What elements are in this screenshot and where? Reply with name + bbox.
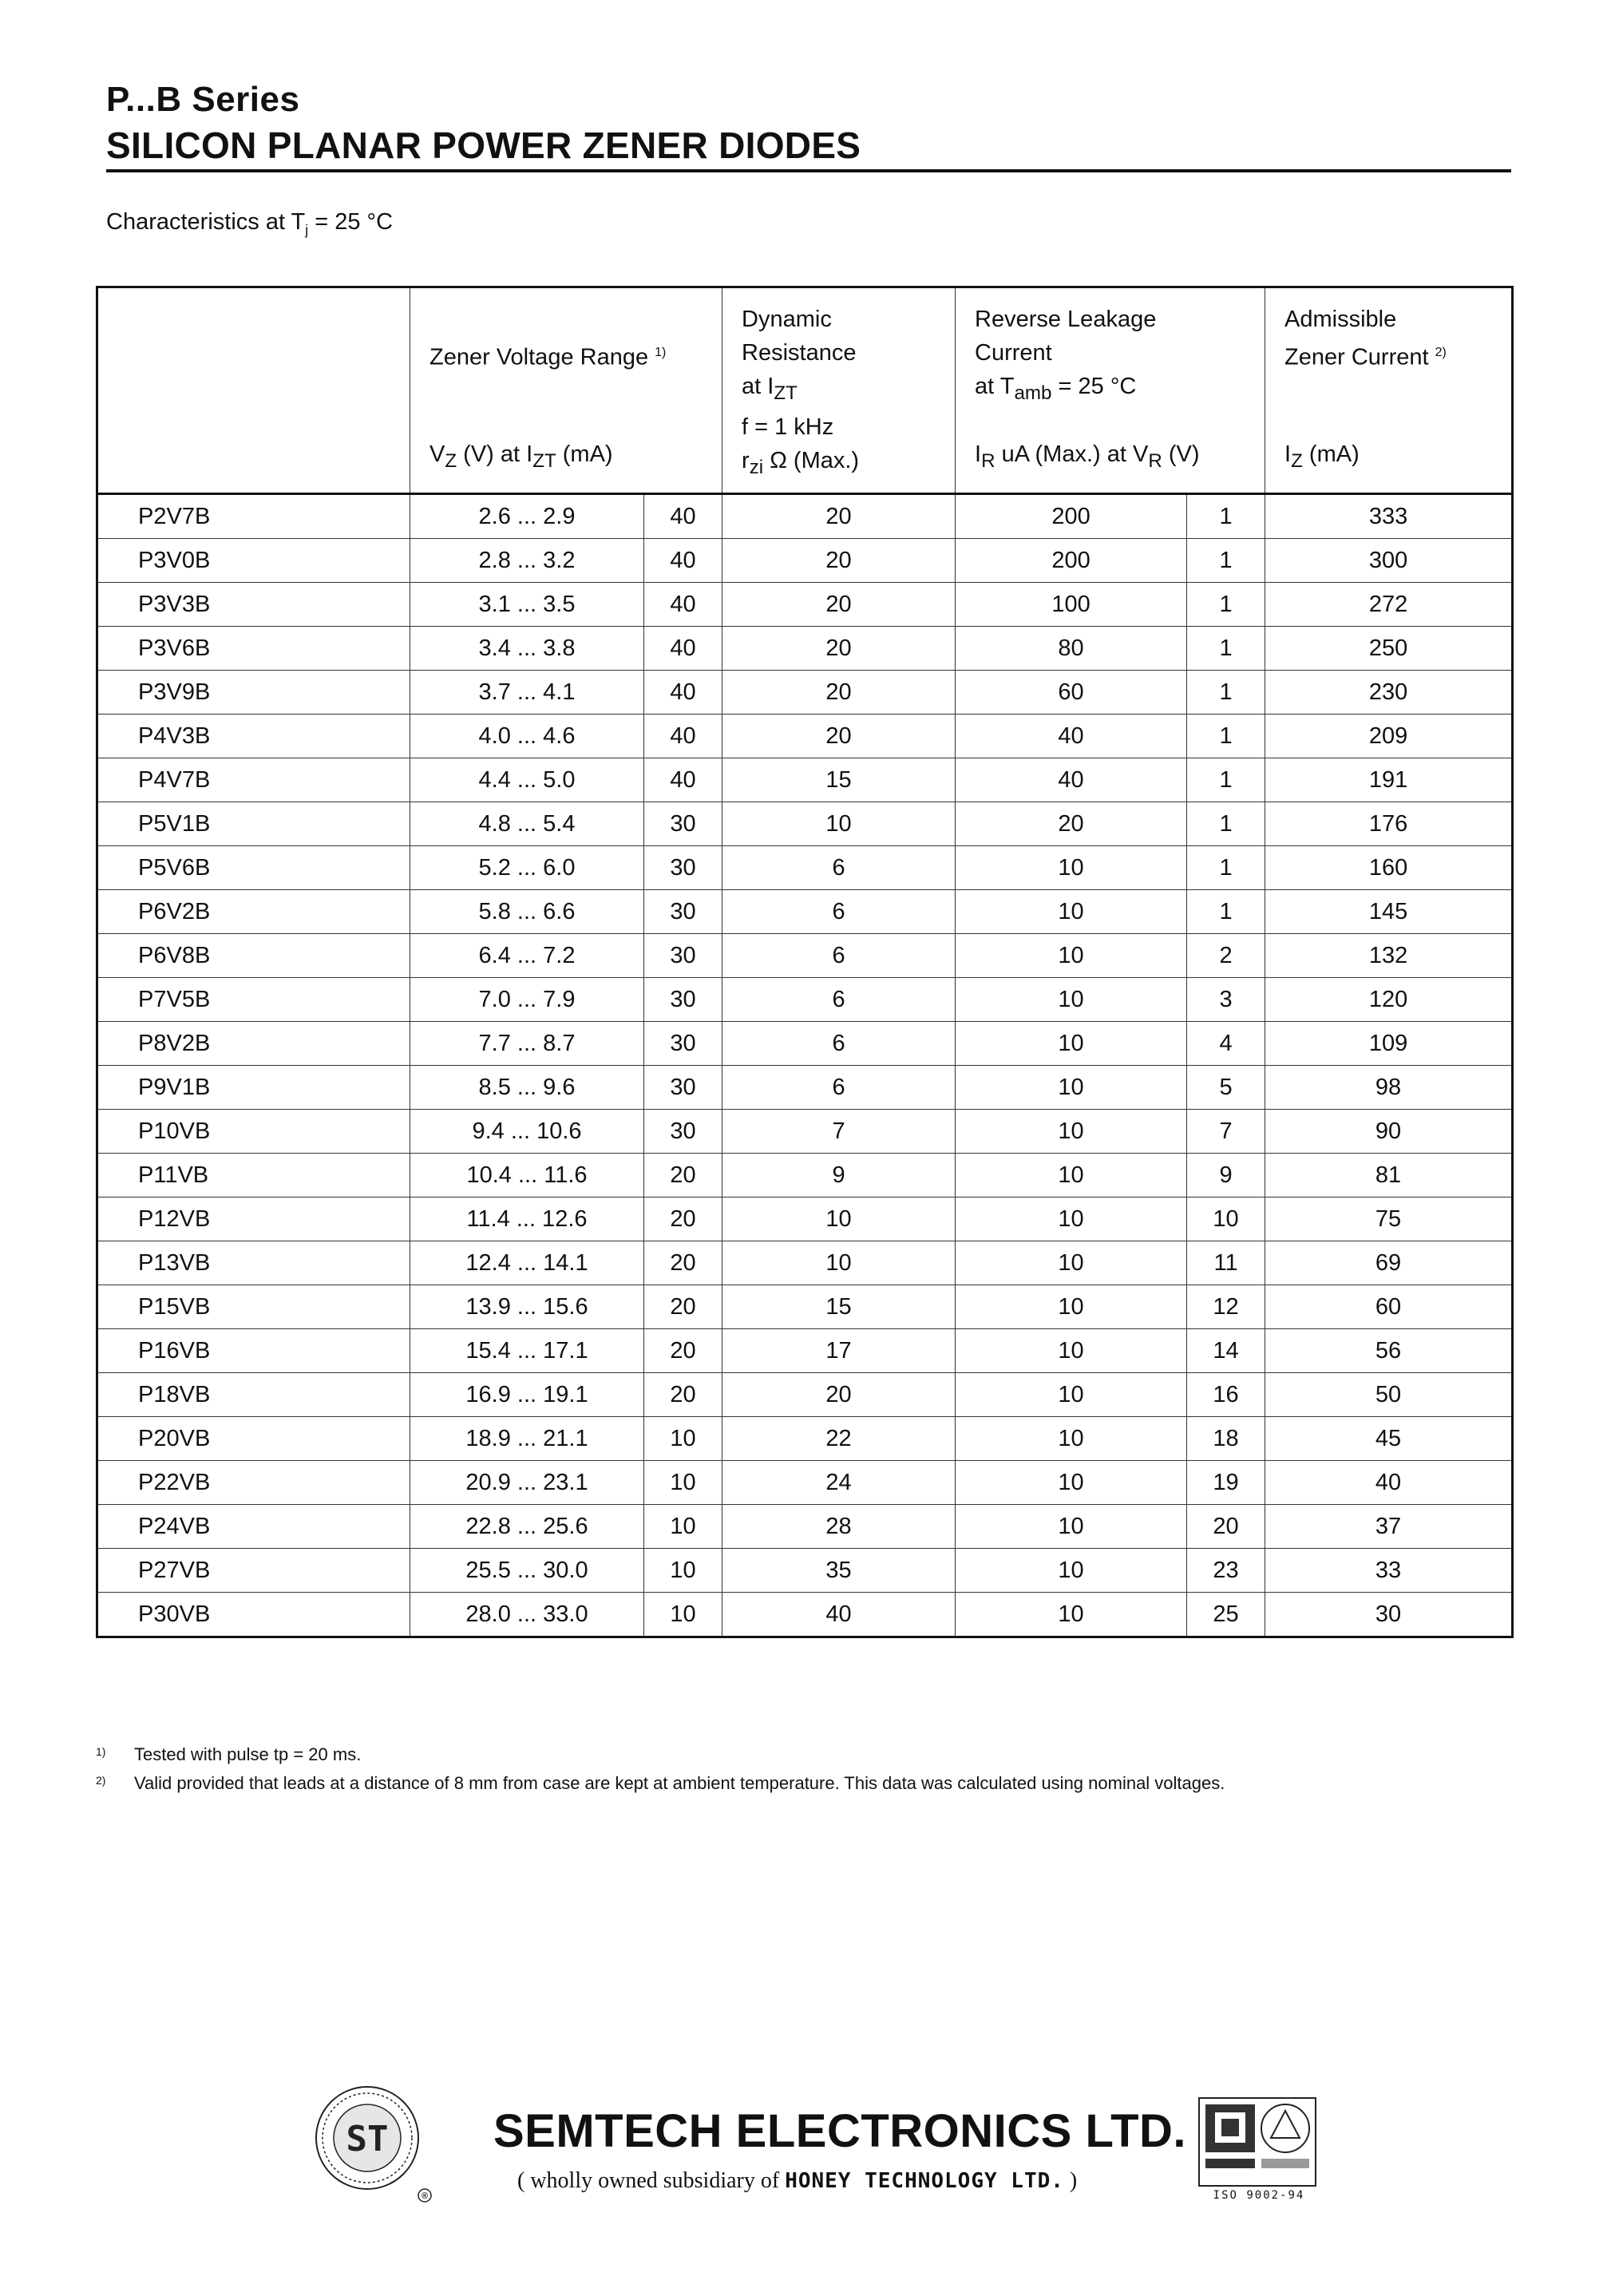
- table-row: [97, 1329, 1513, 1373]
- ir-cell: 10: [956, 1285, 1187, 1329]
- type-cell: P24VB: [97, 1505, 410, 1549]
- zener-voltage-cell: 3.1 ... 3.5: [410, 583, 644, 627]
- zener-unit-a: (V) at I: [457, 441, 533, 468]
- izt-cell: 40: [644, 715, 722, 758]
- izt-cell: 20: [644, 1373, 722, 1417]
- type-cell: P4V3B: [97, 715, 410, 758]
- semtech-seal-logo: [313, 2084, 433, 2203]
- izt-cell: 10: [644, 1593, 722, 1637]
- ir-cell: 10: [956, 1197, 1187, 1241]
- vr-cell: 20: [1187, 1505, 1265, 1549]
- header-reverse-leakage: [956, 287, 1265, 494]
- vr-cell: 1: [1187, 758, 1265, 802]
- iz-cell: 81: [1265, 1154, 1513, 1197]
- ir-cell: 10: [956, 1593, 1187, 1637]
- seal-letters: ST: [346, 2119, 389, 2159]
- type-cell: P18VB: [97, 1373, 410, 1417]
- series-title: P...B Series: [106, 80, 300, 119]
- vr-cell: 1: [1187, 583, 1265, 627]
- ir-cell: 10: [956, 846, 1187, 890]
- type-cell: P3V6B: [97, 627, 410, 671]
- table-row: [97, 1549, 1513, 1593]
- iz-cell: 56: [1265, 1329, 1513, 1373]
- page-title: SILICON PLANAR POWER ZENER DIODES: [106, 125, 861, 166]
- zener-voltage-cell: 4.4 ... 5.0: [410, 758, 644, 802]
- iz-cell: 90: [1265, 1110, 1513, 1154]
- vr-cell: 4: [1187, 1022, 1265, 1066]
- admissible-symbol-sub: Z: [1291, 450, 1303, 472]
- ir-cell: 10: [956, 1154, 1187, 1197]
- ir-cell: 10: [956, 1241, 1187, 1285]
- table-row: [97, 758, 1513, 802]
- table-row: [97, 1593, 1513, 1637]
- leakage-line1: Reverse Leakage: [975, 307, 1157, 332]
- vr-cell: 18: [1187, 1417, 1265, 1461]
- ir-cell: 10: [956, 1329, 1187, 1373]
- rzi-cell: 20: [722, 671, 956, 715]
- header-zener-voltage: [410, 287, 722, 494]
- zener-voltage-cell: 12.4 ... 14.1: [410, 1241, 644, 1285]
- izt-cell: 40: [644, 671, 722, 715]
- table-row: [97, 934, 1513, 978]
- izt-cell: 20: [644, 1197, 722, 1241]
- rzi-cell: 20: [722, 715, 956, 758]
- zener-voltage-cell: 7.0 ... 7.9: [410, 978, 644, 1022]
- characteristics-sub: j: [305, 221, 309, 238]
- table-header-row: [97, 287, 1513, 494]
- dynamic-unit: Ω (Max.): [763, 447, 860, 473]
- type-cell: P11VB: [97, 1154, 410, 1197]
- zener-voltage-cell: 2.6 ... 2.9: [410, 494, 644, 539]
- parent-company: HONEY TECHNOLOGY LTD.: [785, 2169, 1064, 2193]
- vr-cell: 7: [1187, 1110, 1265, 1154]
- table-row: [97, 846, 1513, 890]
- vr-cell: 5: [1187, 1066, 1265, 1110]
- izt-cell: 20: [644, 1241, 722, 1285]
- iz-cell: 132: [1265, 934, 1513, 978]
- rzi-cell: 6: [722, 1022, 956, 1066]
- ir-cell: 200: [956, 494, 1187, 539]
- table-row: [97, 671, 1513, 715]
- header-admissible-current: [1265, 287, 1513, 494]
- vr-cell: 2: [1187, 934, 1265, 978]
- ir-cell: 10: [956, 934, 1187, 978]
- rzi-cell: 6: [722, 934, 956, 978]
- izt-cell: 10: [644, 1549, 722, 1593]
- iz-cell: 145: [1265, 890, 1513, 934]
- ir-cell: 60: [956, 671, 1187, 715]
- ir-cell: 10: [956, 1066, 1187, 1110]
- type-cell: P12VB: [97, 1197, 410, 1241]
- iz-cell: 300: [1265, 539, 1513, 583]
- zener-voltage-cell: 7.7 ... 8.7: [410, 1022, 644, 1066]
- ir-cell: 10: [956, 1505, 1187, 1549]
- table-row: [97, 890, 1513, 934]
- izt-cell: 30: [644, 1110, 722, 1154]
- rzi-cell: 20: [722, 583, 956, 627]
- iz-cell: 60: [1265, 1285, 1513, 1329]
- zener-voltage-cell: 10.4 ... 11.6: [410, 1154, 644, 1197]
- rzi-cell: 35: [722, 1549, 956, 1593]
- iz-cell: 75: [1265, 1197, 1513, 1241]
- header-type-cell: [97, 287, 410, 494]
- izt-cell: 40: [644, 583, 722, 627]
- footnote-ref-2: 2): [1435, 346, 1447, 359]
- type-cell: P22VB: [97, 1461, 410, 1505]
- footnote-text: Valid provided that leads at a distance of 8 mm from case are kept at ambient temperature. This data was calculated using nominal voltages.: [134, 1773, 1225, 1793]
- iz-cell: 176: [1265, 802, 1513, 846]
- zener-voltage-cell: 5.2 ... 6.0: [410, 846, 644, 890]
- table-row: [97, 627, 1513, 671]
- characteristics-note: [106, 209, 393, 239]
- leakage-unit-a: uA (Max.) at V: [995, 441, 1149, 468]
- rzi-cell: 6: [722, 846, 956, 890]
- ir-cell: 40: [956, 758, 1187, 802]
- vr-cell: 14: [1187, 1329, 1265, 1373]
- table-row: [97, 715, 1513, 758]
- izt-cell: 30: [644, 802, 722, 846]
- izt-cell: 30: [644, 890, 722, 934]
- iz-cell: 98: [1265, 1066, 1513, 1110]
- header-dynamic-resistance: [722, 287, 956, 494]
- vr-cell: 1: [1187, 671, 1265, 715]
- rzi-cell: 20: [722, 494, 956, 539]
- iz-cell: 30: [1265, 1593, 1513, 1637]
- vr-cell: 1: [1187, 715, 1265, 758]
- dynamic-line2: Resistance: [742, 340, 857, 366]
- type-cell: P8V2B: [97, 1022, 410, 1066]
- table-row: [97, 1022, 1513, 1066]
- type-cell: P20VB: [97, 1417, 410, 1461]
- izt-cell: 30: [644, 1066, 722, 1110]
- type-cell: P5V6B: [97, 846, 410, 890]
- type-cell: P9V1B: [97, 1066, 410, 1110]
- rzi-cell: 28: [722, 1505, 956, 1549]
- type-cell: P5V1B: [97, 802, 410, 846]
- characteristics-suffix: = 25 °C: [308, 209, 394, 235]
- dynamic-line4: f = 1 kHz: [742, 414, 834, 440]
- ir-cell: 10: [956, 1373, 1187, 1417]
- vr-cell: 23: [1187, 1549, 1265, 1593]
- vr-cell: 1: [1187, 494, 1265, 539]
- iz-cell: 333: [1265, 494, 1513, 539]
- table-row: [97, 1373, 1513, 1417]
- table-row: [97, 1066, 1513, 1110]
- iz-cell: 50: [1265, 1373, 1513, 1417]
- admissible-symbol: I: [1284, 441, 1292, 468]
- rzi-cell: 6: [722, 1066, 956, 1110]
- rzi-cell: 10: [722, 802, 956, 846]
- table-row: [97, 1417, 1513, 1461]
- admissible-unit: (mA): [1302, 441, 1360, 468]
- dynamic-symbol-sub: zi: [749, 456, 764, 478]
- type-cell: P3V9B: [97, 671, 410, 715]
- table-row: [97, 1154, 1513, 1197]
- ir-cell: 10: [956, 1461, 1187, 1505]
- ir-cell: 10: [956, 890, 1187, 934]
- registered-mark: ®: [421, 2191, 429, 2201]
- zener-voltage-cell: 3.7 ... 4.1: [410, 671, 644, 715]
- rzi-cell: 6: [722, 890, 956, 934]
- rzi-cell: 22: [722, 1417, 956, 1461]
- leakage-line3: at T: [975, 374, 1015, 399]
- table-row: [97, 539, 1513, 583]
- zener-unit-b: (mA): [556, 441, 613, 468]
- izt-cell: 30: [644, 934, 722, 978]
- footnote-ref-1: 1): [655, 346, 667, 359]
- rzi-cell: 10: [722, 1241, 956, 1285]
- footnote-text: Tested with pulse tp = 20 ms.: [134, 1744, 362, 1764]
- rzi-cell: 20: [722, 627, 956, 671]
- zener-voltage-cell: 16.9 ... 19.1: [410, 1373, 644, 1417]
- rzi-cell: 20: [722, 1373, 956, 1417]
- type-cell: P6V2B: [97, 890, 410, 934]
- rzi-cell: 17: [722, 1329, 956, 1373]
- type-cell: P7V5B: [97, 978, 410, 1022]
- izt-cell: 30: [644, 978, 722, 1022]
- type-cell: P16VB: [97, 1329, 410, 1373]
- characteristics-table: [96, 286, 1514, 1638]
- table-row: [97, 1241, 1513, 1285]
- vr-cell: 16: [1187, 1373, 1265, 1417]
- dynamic-line1: Dynamic: [742, 307, 832, 332]
- type-cell: P13VB: [97, 1241, 410, 1285]
- vr-cell: 12: [1187, 1285, 1265, 1329]
- type-cell: P27VB: [97, 1549, 410, 1593]
- iz-cell: 37: [1265, 1505, 1513, 1549]
- izt-cell: 30: [644, 1022, 722, 1066]
- type-cell: P15VB: [97, 1285, 410, 1329]
- iz-cell: 69: [1265, 1241, 1513, 1285]
- subsidiary-close: ): [1063, 2168, 1078, 2193]
- leakage-line2: Current: [975, 340, 1052, 366]
- zener-voltage-cell: 8.5 ... 9.6: [410, 1066, 644, 1110]
- footnote-mark: 1): [96, 1745, 106, 1758]
- izt-cell: 20: [644, 1329, 722, 1373]
- vr-cell: 11: [1187, 1241, 1265, 1285]
- zener-voltage-cell: 28.0 ... 33.0: [410, 1593, 644, 1637]
- izt-cell: 20: [644, 1285, 722, 1329]
- table-row: [97, 1461, 1513, 1505]
- zener-voltage-cell: 20.9 ... 23.1: [410, 1461, 644, 1505]
- vr-cell: 1: [1187, 846, 1265, 890]
- rzi-cell: 10: [722, 1197, 956, 1241]
- iz-cell: 230: [1265, 671, 1513, 715]
- table-row: [97, 494, 1513, 539]
- zener-voltage-cell: 13.9 ... 15.6: [410, 1285, 644, 1329]
- izt-cell: 40: [644, 758, 722, 802]
- type-cell: P3V3B: [97, 583, 410, 627]
- rzi-cell: 7: [722, 1110, 956, 1154]
- ir-cell: 200: [956, 539, 1187, 583]
- zener-voltage-cell: 22.8 ... 25.6: [410, 1505, 644, 1549]
- vr-cell: 1: [1187, 539, 1265, 583]
- ir-cell: 80: [956, 627, 1187, 671]
- iz-cell: 40: [1265, 1461, 1513, 1505]
- izt-cell: 20: [644, 1154, 722, 1197]
- dynamic-line3: at I: [742, 374, 774, 399]
- table-row: [97, 583, 1513, 627]
- ir-cell: 10: [956, 1417, 1187, 1461]
- footnote-2: [96, 1769, 1225, 1798]
- ir-cell: 40: [956, 715, 1187, 758]
- iz-cell: 272: [1265, 583, 1513, 627]
- zener-voltage-cell: 5.8 ... 6.6: [410, 890, 644, 934]
- rzi-cell: 15: [722, 758, 956, 802]
- izt-cell: 10: [644, 1417, 722, 1461]
- zener-voltage-cell: 4.8 ... 5.4: [410, 802, 644, 846]
- dynamic-symbol: r: [742, 447, 750, 473]
- iz-cell: 160: [1265, 846, 1513, 890]
- rzi-cell: 24: [722, 1461, 956, 1505]
- izt-cell: 10: [644, 1505, 722, 1549]
- type-cell: P10VB: [97, 1110, 410, 1154]
- table-row: [97, 1110, 1513, 1154]
- zener-voltage-cell: 4.0 ... 4.6: [410, 715, 644, 758]
- zener-symbol: V: [429, 441, 445, 468]
- izt-cell: 40: [644, 494, 722, 539]
- zener-voltage-cell: 25.5 ... 30.0: [410, 1549, 644, 1593]
- ir-cell: 10: [956, 1022, 1187, 1066]
- izt-cell: 40: [644, 627, 722, 671]
- type-cell: P6V8B: [97, 934, 410, 978]
- vr-cell: 1: [1187, 627, 1265, 671]
- zener-voltage-cell: 6.4 ... 7.2: [410, 934, 644, 978]
- type-cell: P4V7B: [97, 758, 410, 802]
- leakage-symbol: I: [975, 441, 982, 468]
- vr-cell: 9: [1187, 1154, 1265, 1197]
- zener-symbol-sub: Z: [445, 450, 457, 472]
- vr-cell: 10: [1187, 1197, 1265, 1241]
- footnote-1: [96, 1740, 1225, 1769]
- vr-cell: 25: [1187, 1593, 1265, 1637]
- rzi-cell: 40: [722, 1593, 956, 1637]
- zener-voltage-cell: 3.4 ... 3.8: [410, 627, 644, 671]
- table-row: [97, 1197, 1513, 1241]
- admissible-line1: Admissible: [1284, 307, 1397, 332]
- footnote-mark: 2): [96, 1774, 106, 1787]
- rzi-cell: 9: [722, 1154, 956, 1197]
- iz-cell: 109: [1265, 1022, 1513, 1066]
- iz-cell: 33: [1265, 1549, 1513, 1593]
- ir-cell: 20: [956, 802, 1187, 846]
- rzi-cell: 20: [722, 539, 956, 583]
- table-row: [97, 802, 1513, 846]
- izt-cell: 10: [644, 1461, 722, 1505]
- leakage-line3-sub: amb: [1014, 382, 1052, 404]
- iz-cell: 120: [1265, 978, 1513, 1022]
- ir-cell: 10: [956, 1549, 1187, 1593]
- footnotes: [96, 1740, 1225, 1798]
- iz-cell: 191: [1265, 758, 1513, 802]
- leakage-symbol-sub: R: [981, 450, 995, 472]
- dynamic-line3-sub: ZT: [774, 382, 798, 404]
- zener-header-label: Zener Voltage Range: [429, 344, 649, 370]
- zener-izt-sub: ZT: [532, 450, 556, 472]
- zener-voltage-cell: 18.9 ... 21.1: [410, 1417, 644, 1461]
- zener-voltage-cell: 2.8 ... 3.2: [410, 539, 644, 583]
- type-cell: P3V0B: [97, 539, 410, 583]
- vr-cell: 1: [1187, 890, 1265, 934]
- zener-voltage-cell: 15.4 ... 17.1: [410, 1329, 644, 1373]
- ir-cell: 100: [956, 583, 1187, 627]
- vr-cell: 1: [1187, 802, 1265, 846]
- subsidiary-line: [517, 2168, 1077, 2194]
- ir-cell: 10: [956, 1110, 1187, 1154]
- title-underline: [106, 169, 1511, 172]
- admissible-line2: Zener Current: [1284, 344, 1429, 370]
- zener-voltage-cell: 9.4 ... 10.6: [410, 1110, 644, 1154]
- subsidiary-open: ( wholly owned subsidiary of: [517, 2168, 786, 2193]
- iz-cell: 250: [1265, 627, 1513, 671]
- rzi-cell: 15: [722, 1285, 956, 1329]
- izt-cell: 40: [644, 539, 722, 583]
- iz-cell: 45: [1265, 1417, 1513, 1461]
- table-row: [97, 1505, 1513, 1549]
- iz-cell: 209: [1265, 715, 1513, 758]
- table-row: [97, 978, 1513, 1022]
- company-name: SEMTECH ELECTRONICS LTD.: [493, 2105, 1187, 2157]
- type-cell: P30VB: [97, 1593, 410, 1637]
- type-cell: P2V7B: [97, 494, 410, 539]
- vr-cell: 19: [1187, 1461, 1265, 1505]
- leakage-line3-end: = 25 °C: [1051, 374, 1137, 399]
- ir-cell: 10: [956, 978, 1187, 1022]
- izt-cell: 30: [644, 846, 722, 890]
- zener-voltage-cell: 11.4 ... 12.6: [410, 1197, 644, 1241]
- vr-cell: 3: [1187, 978, 1265, 1022]
- table-row: [97, 1285, 1513, 1329]
- characteristics-prefix: Characteristics at T: [106, 209, 306, 235]
- iso-certificate-text: ISO 9002-94: [1213, 2189, 1305, 2202]
- leakage-unit-b: (V): [1162, 441, 1200, 468]
- rzi-cell: 6: [722, 978, 956, 1022]
- leakage-vr-sub: R: [1148, 450, 1162, 472]
